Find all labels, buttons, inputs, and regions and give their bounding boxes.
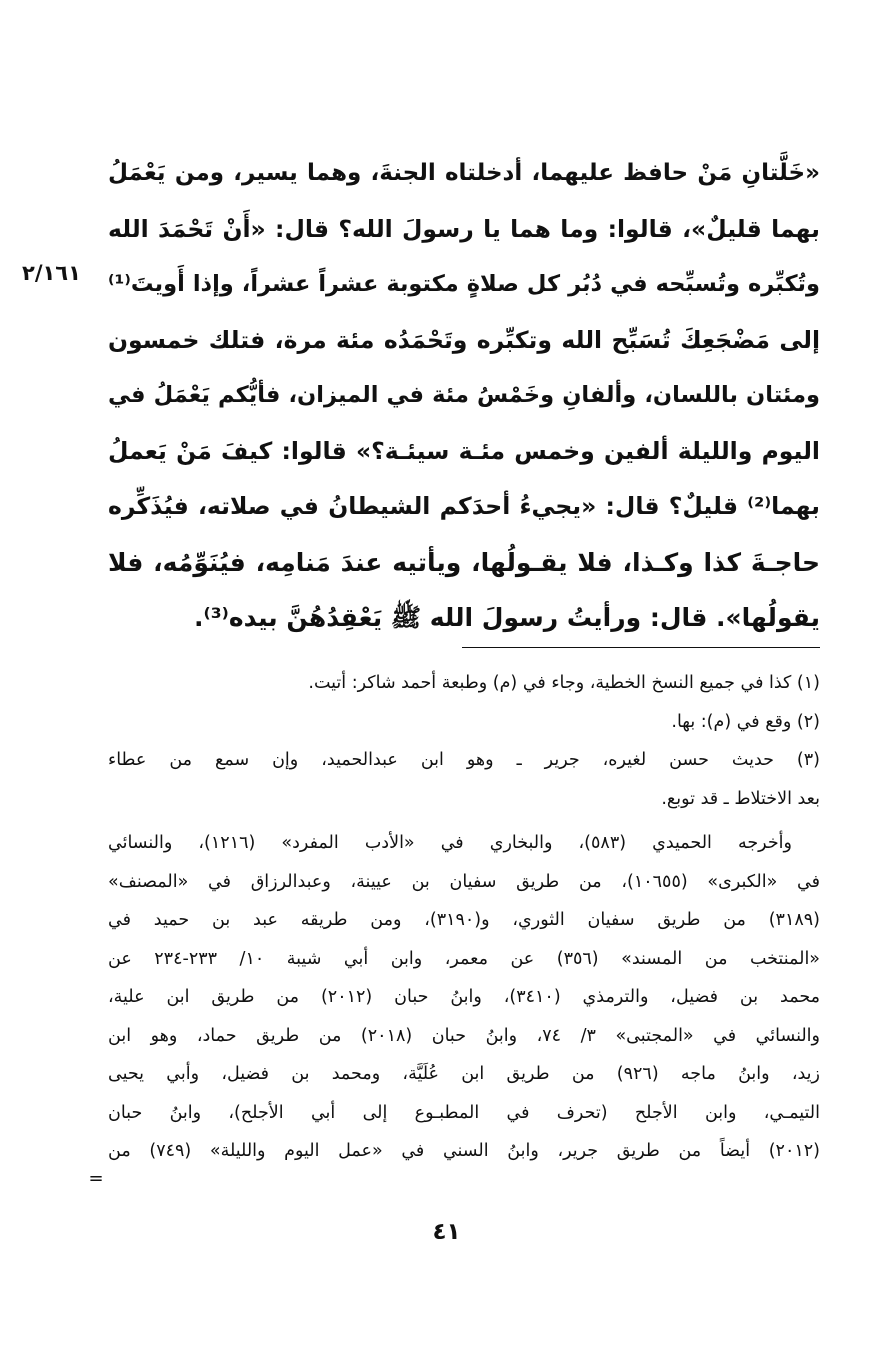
footnote-divider (462, 647, 820, 648)
main-text-block (108, 146, 820, 646)
footnote-3-continuation-line: (٢٠١٢) أيضاً من طريق جرير، وابنُ السني في «عمل اليوم والليلة» (٧٤٩) من (108, 1141, 820, 1161)
main-text-line: وتُكبِّره وتُسبِّحه في دُبُر كل صلاةٍ مكتوبة عشراً عشراً، وإذا أَويتَ⁽¹⁾ (108, 271, 820, 297)
footnote-1: (١) كذا في جميع النسخ الخطية، وجاء في (م) وطبعة أحمد شاكر: أتيت. (308, 673, 820, 693)
main-text-line: حاجـةَ كذا وكـذا، فلا يقـولُها، ويأتيه عندَ مَنامِه، فيُنَوِّمُه، فلا (108, 547, 820, 577)
footnote-3-line: بعد الاختلاط ـ قد توبع. (661, 788, 820, 809)
main-text-line: يقولُها». قال: ورأيتُ رسولَ الله ﷺ يَعْقِدُهُنَّ بيده⁽³⁾. (194, 603, 820, 632)
footnotes-block (108, 664, 820, 1171)
margin-reference: ٢/١٦١ (22, 261, 81, 285)
footnote-3-line: (٣) حديث حسن لغيره، جرير ـ وهو ابن عبدالحميد، وإن سمع من عطاء (108, 750, 820, 770)
footnote-2: (٢) وقع في (م): بها. (671, 711, 820, 732)
main-text-line: إلى مَضْجَعِكَ تُسَبِّح الله وتكبِّره وتَحْمَدُه مئة مرة، فتلك خمسون (108, 325, 820, 354)
footnote-3-continuation-line: (٣١٨٩) من طريق سفيان الثوري، و(٣١٩٠)، ومن طريقه عبد بن حميد في (108, 910, 820, 930)
footnote-3-continuation-line: زيد، وابنُ ماجه (٩٢٦) من طريق ابن عُلَيَّة، ومحمد بن فضيل، وأبي يحيى (108, 1064, 820, 1084)
footnote-3-continuation-line: وأخرجه الحميدي (٥٨٣)، والبخاري في «الأدب المفرد» (١٢١٦)، والنسائي (108, 833, 792, 853)
footnote-3-continuation-line: التيمـي، وابن الأجلح (تحرف في المطبـوع إلى أبي الأجلح)، وابنُ حبان (108, 1102, 820, 1123)
main-text-line: بهما⁽²⁾ قليلٌ؟ قال: «يجيءُ أحدَكم الشيطانُ في صلاته، فيُذَكِّره (108, 492, 820, 520)
footnote-3-continuation-line: «المنتخب من المسند» (٣٥٦) عن معمر، وابن أبي شيبة ١٠/ ٢٣٣-٢٣٤ عن (108, 948, 820, 969)
continuation-mark: = (88, 1168, 104, 1189)
main-text-line: بهما قليلٌ»، قالوا: وما هما يا رسولَ الله؟ قال: «أَنْ تَحْمَدَ الله (108, 214, 820, 243)
main-text-line: «خَلَّتانِ مَنْ حافظ عليهما، أدخلتاه الجنةَ، وهما يسير، ومن يَعْمَلُ (108, 160, 820, 186)
page-number: ٤١ (432, 1219, 461, 1245)
main-text-line: ومئتان باللسان، وألفانِ وخَمْسُ مئة في الميزان، فأيُّكم يَعْمَلُ في (108, 382, 820, 408)
footnote-3-continuation-line: في «الكبرى» (١٠٦٥٥)، من طريق سفيان بن عيينة، وعبدالرزاق في «المصنف» (108, 871, 820, 892)
footnote-3-continuation-line: محمد بن فضيل، والترمذي (٣٤١٠)، وابنُ حبان (٢٠١٢) من طريق ابن علية، (108, 987, 820, 1007)
main-text-line: اليوم والليلة ألفين وخمس مئـة سيئـة؟» قالوا: كيفَ مَنْ يَعملُ (108, 436, 820, 465)
footnote-3-continuation-line: والنسائي في «المجتبى» ٣/ ٧٤، وابنُ حبان (٢٠١٨) من طريق حماد، وهو ابن (108, 1025, 820, 1046)
